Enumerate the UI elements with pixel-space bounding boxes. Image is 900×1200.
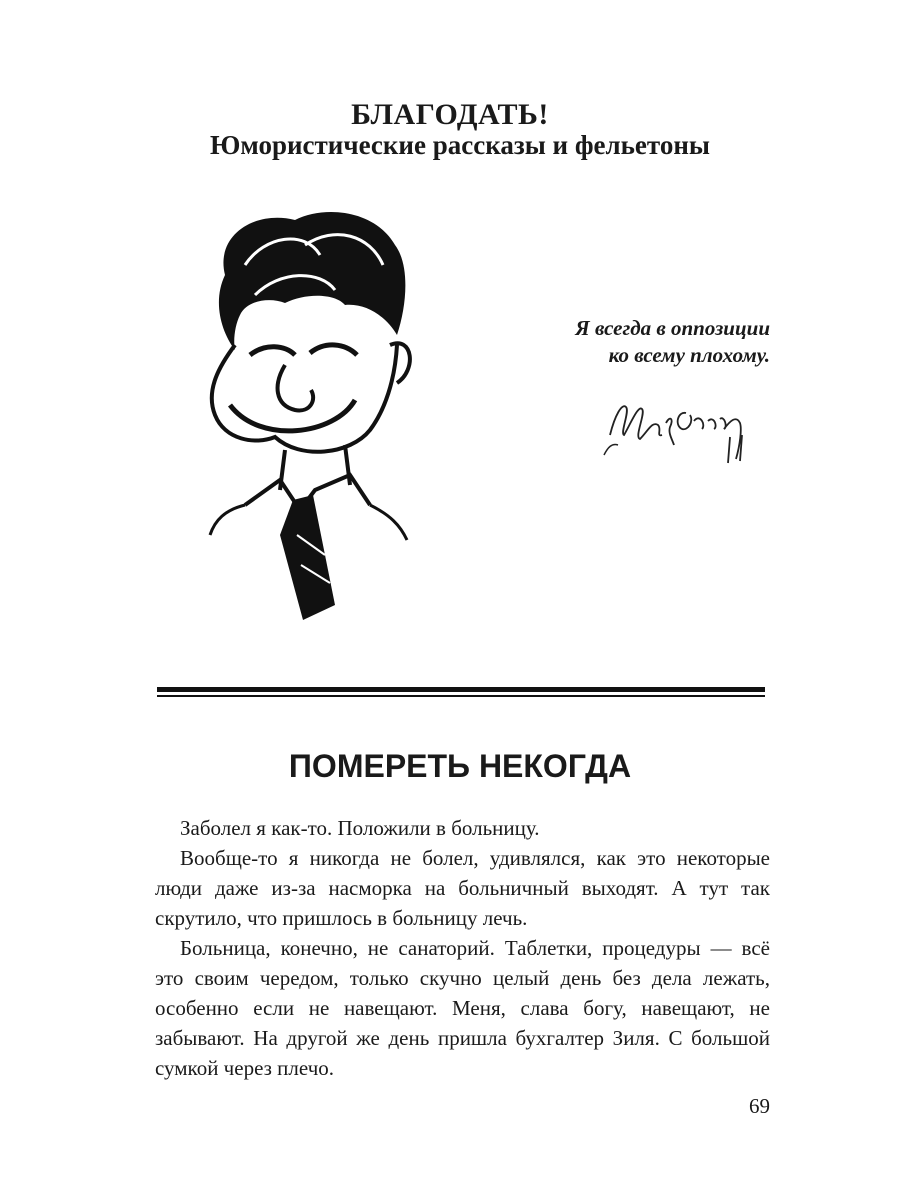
book-title: БЛАГОДАТЬ! — [351, 98, 549, 131]
epigraph-line-1: Я всегда в оппозиции — [575, 316, 770, 340]
section-divider — [157, 687, 765, 701]
story-paragraph: Вообще-то я никогда не болел, удивлялся, как это некоторые люди даже из-за насморка на больничный выходят. А тут так скрутило, что пришлось в больницу лечь. — [155, 846, 770, 930]
author-caricature-illustration — [185, 205, 425, 625]
book-subtitle: Юмористические рассказы и фельетоны — [210, 130, 710, 160]
story-body — [155, 813, 770, 1083]
caricature-smile — [230, 400, 355, 431]
story-paragraph: Заболел я как-то. Положили в больницу. — [180, 816, 540, 840]
caricature-face — [212, 345, 397, 452]
author-signature — [590, 385, 770, 475]
epigraph — [470, 315, 770, 369]
story-title: ПОМЕРЕТЬ НЕКОГДА — [288, 748, 632, 784]
caricature-hair — [219, 212, 405, 350]
page-number: 69 — [749, 1094, 770, 1118]
epigraph-line-2: ко всему плохому. — [608, 343, 770, 367]
caricature-tie — [280, 495, 335, 620]
story-paragraph: Больница, конечно, не санаторий. Таблетки, процедуры — всё это своим чередом, только скучно целый день без дела лежать, особенно если не навещают. Меня, слава богу, навещают, не забывают. На другой же день пришла бухгалтер Зиля. С большой сумкой через плечо. — [155, 936, 770, 1080]
